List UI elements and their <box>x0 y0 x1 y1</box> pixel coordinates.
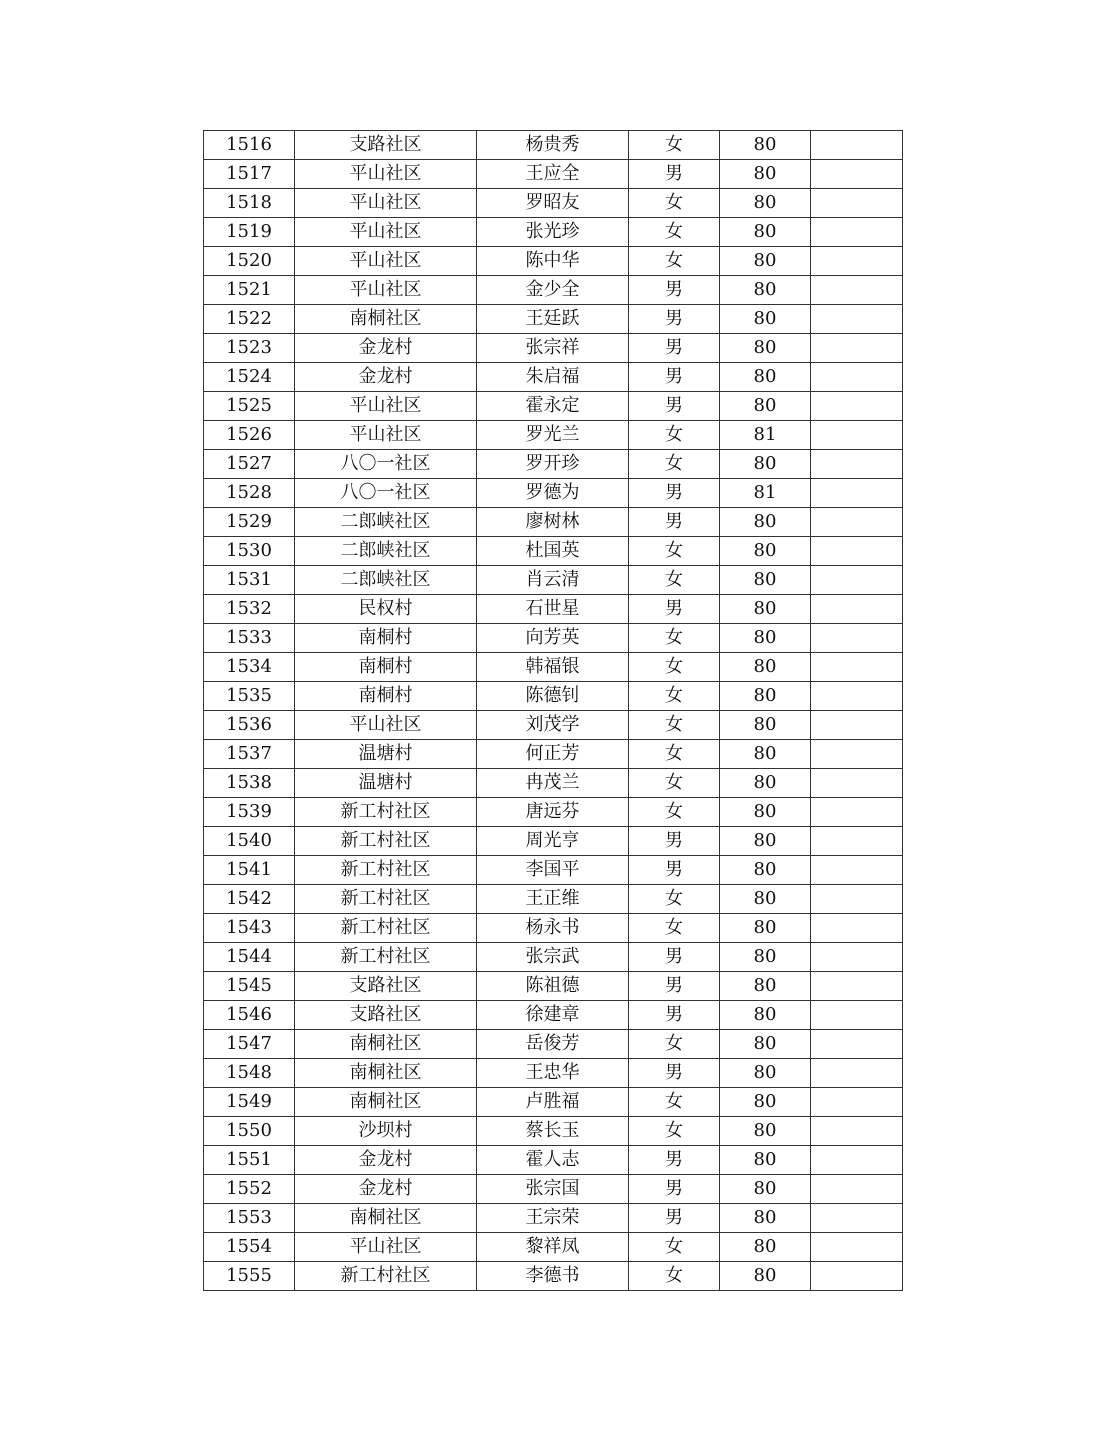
name-cell: 金少全 <box>477 276 629 305</box>
name-cell: 杨贵秀 <box>477 131 629 160</box>
community-cell: 平山社区 <box>295 1233 477 1262</box>
table-row <box>204 1204 903 1233</box>
table-row <box>204 1233 903 1262</box>
community-cell: 金龙村 <box>295 1146 477 1175</box>
table-row <box>204 682 903 711</box>
table-row <box>204 595 903 624</box>
table-row <box>204 1001 903 1030</box>
note-cell <box>811 537 903 566</box>
community-cell: 民权村 <box>295 595 477 624</box>
note-cell <box>811 653 903 682</box>
note-cell <box>811 1175 903 1204</box>
age-cell: 80 <box>720 1059 811 1088</box>
community-cell: 新工村社区 <box>295 943 477 972</box>
table-row <box>204 769 903 798</box>
table-row <box>204 566 903 595</box>
community-cell: 南桐村 <box>295 682 477 711</box>
gender-cell: 男 <box>629 1001 720 1030</box>
gender-cell: 女 <box>629 421 720 450</box>
gender-cell: 女 <box>629 740 720 769</box>
id-cell: 1533 <box>204 624 295 653</box>
id-cell: 1528 <box>204 479 295 508</box>
id-cell: 1540 <box>204 827 295 856</box>
community-cell: 八〇一社区 <box>295 450 477 479</box>
table-row <box>204 914 903 943</box>
note-cell <box>811 798 903 827</box>
name-cell: 陈德钊 <box>477 682 629 711</box>
table-row <box>204 1030 903 1059</box>
name-cell: 陈祖德 <box>477 972 629 1001</box>
community-cell: 南桐社区 <box>295 1059 477 1088</box>
table-row <box>204 1175 903 1204</box>
age-cell: 80 <box>720 624 811 653</box>
gender-cell: 男 <box>629 943 720 972</box>
note-cell <box>811 1030 903 1059</box>
name-cell: 黎祥凤 <box>477 1233 629 1262</box>
id-cell: 1531 <box>204 566 295 595</box>
age-cell: 80 <box>720 595 811 624</box>
age-cell: 80 <box>720 334 811 363</box>
name-cell: 唐远芬 <box>477 798 629 827</box>
records-table <box>203 130 903 1291</box>
table-row <box>204 1117 903 1146</box>
community-cell: 二郎峡社区 <box>295 508 477 537</box>
table-row <box>204 479 903 508</box>
table-row <box>204 1262 903 1291</box>
age-cell: 80 <box>720 1262 811 1291</box>
id-cell: 1543 <box>204 914 295 943</box>
age-cell: 80 <box>720 1088 811 1117</box>
table-row <box>204 537 903 566</box>
id-cell: 1549 <box>204 1088 295 1117</box>
name-cell: 岳俊芳 <box>477 1030 629 1059</box>
community-cell: 平山社区 <box>295 218 477 247</box>
gender-cell: 女 <box>629 537 720 566</box>
community-cell: 平山社区 <box>295 392 477 421</box>
name-cell: 石世星 <box>477 595 629 624</box>
community-cell: 平山社区 <box>295 247 477 276</box>
name-cell: 王应全 <box>477 160 629 189</box>
note-cell <box>811 769 903 798</box>
gender-cell: 男 <box>629 1059 720 1088</box>
note-cell <box>811 566 903 595</box>
community-cell: 沙坝村 <box>295 1117 477 1146</box>
note-cell <box>811 421 903 450</box>
table-row <box>204 972 903 1001</box>
table-row <box>204 508 903 537</box>
community-cell: 二郎峡社区 <box>295 537 477 566</box>
id-cell: 1546 <box>204 1001 295 1030</box>
table-body <box>204 131 903 1291</box>
age-cell: 80 <box>720 276 811 305</box>
age-cell: 80 <box>720 682 811 711</box>
id-cell: 1517 <box>204 160 295 189</box>
community-cell: 八〇一社区 <box>295 479 477 508</box>
note-cell <box>811 363 903 392</box>
note-cell <box>811 479 903 508</box>
age-cell: 80 <box>720 1030 811 1059</box>
age-cell: 80 <box>720 1001 811 1030</box>
age-cell: 80 <box>720 740 811 769</box>
name-cell: 张宗国 <box>477 1175 629 1204</box>
age-cell: 80 <box>720 1146 811 1175</box>
gender-cell: 女 <box>629 247 720 276</box>
name-cell: 冉茂兰 <box>477 769 629 798</box>
id-cell: 1522 <box>204 305 295 334</box>
name-cell: 韩福银 <box>477 653 629 682</box>
note-cell <box>811 160 903 189</box>
age-cell: 80 <box>720 363 811 392</box>
id-cell: 1545 <box>204 972 295 1001</box>
name-cell: 卢胜福 <box>477 1088 629 1117</box>
id-cell: 1519 <box>204 218 295 247</box>
note-cell <box>811 305 903 334</box>
age-cell: 80 <box>720 566 811 595</box>
age-cell: 80 <box>720 537 811 566</box>
table-row <box>204 711 903 740</box>
table-row <box>204 363 903 392</box>
age-cell: 80 <box>720 1233 811 1262</box>
age-cell: 80 <box>720 856 811 885</box>
gender-cell: 女 <box>629 653 720 682</box>
name-cell: 王忠华 <box>477 1059 629 1088</box>
name-cell: 罗开珍 <box>477 450 629 479</box>
id-cell: 1524 <box>204 363 295 392</box>
note-cell <box>811 595 903 624</box>
table-row <box>204 624 903 653</box>
note-cell <box>811 189 903 218</box>
community-cell: 新工村社区 <box>295 885 477 914</box>
community-cell: 新工村社区 <box>295 856 477 885</box>
gender-cell: 男 <box>629 1146 720 1175</box>
id-cell: 1518 <box>204 189 295 218</box>
note-cell <box>811 1088 903 1117</box>
community-cell: 平山社区 <box>295 160 477 189</box>
name-cell: 张光珍 <box>477 218 629 247</box>
id-cell: 1534 <box>204 653 295 682</box>
gender-cell: 男 <box>629 595 720 624</box>
table-row <box>204 1146 903 1175</box>
table-row <box>204 885 903 914</box>
table-row <box>204 189 903 218</box>
age-cell: 80 <box>720 798 811 827</box>
note-cell <box>811 1059 903 1088</box>
gender-cell: 女 <box>629 914 720 943</box>
table-row <box>204 160 903 189</box>
gender-cell: 男 <box>629 479 720 508</box>
gender-cell: 男 <box>629 276 720 305</box>
table-row <box>204 218 903 247</box>
age-cell: 80 <box>720 218 811 247</box>
age-cell: 80 <box>720 653 811 682</box>
id-cell: 1535 <box>204 682 295 711</box>
gender-cell: 男 <box>629 856 720 885</box>
gender-cell: 女 <box>629 566 720 595</box>
note-cell <box>811 1001 903 1030</box>
id-cell: 1547 <box>204 1030 295 1059</box>
name-cell: 王廷跃 <box>477 305 629 334</box>
id-cell: 1529 <box>204 508 295 537</box>
id-cell: 1551 <box>204 1146 295 1175</box>
id-cell: 1527 <box>204 450 295 479</box>
id-cell: 1541 <box>204 856 295 885</box>
table-row <box>204 1088 903 1117</box>
id-cell: 1532 <box>204 595 295 624</box>
gender-cell: 女 <box>629 885 720 914</box>
community-cell: 平山社区 <box>295 276 477 305</box>
community-cell: 平山社区 <box>295 189 477 218</box>
name-cell: 张宗祥 <box>477 334 629 363</box>
community-cell: 平山社区 <box>295 711 477 740</box>
note-cell <box>811 1117 903 1146</box>
name-cell: 肖云清 <box>477 566 629 595</box>
gender-cell: 男 <box>629 392 720 421</box>
name-cell: 徐建章 <box>477 1001 629 1030</box>
id-cell: 1548 <box>204 1059 295 1088</box>
id-cell: 1550 <box>204 1117 295 1146</box>
name-cell: 张宗武 <box>477 943 629 972</box>
note-cell <box>811 1233 903 1262</box>
name-cell: 罗光兰 <box>477 421 629 450</box>
age-cell: 80 <box>720 189 811 218</box>
gender-cell: 女 <box>629 131 720 160</box>
note-cell <box>811 856 903 885</box>
gender-cell: 女 <box>629 1117 720 1146</box>
gender-cell: 男 <box>629 972 720 1001</box>
name-cell: 王正维 <box>477 885 629 914</box>
gender-cell: 男 <box>629 160 720 189</box>
name-cell: 廖树林 <box>477 508 629 537</box>
id-cell: 1555 <box>204 1262 295 1291</box>
table-row <box>204 1059 903 1088</box>
gender-cell: 女 <box>629 1233 720 1262</box>
id-cell: 1526 <box>204 421 295 450</box>
table-row <box>204 305 903 334</box>
community-cell: 新工村社区 <box>295 914 477 943</box>
id-cell: 1525 <box>204 392 295 421</box>
id-cell: 1520 <box>204 247 295 276</box>
gender-cell: 女 <box>629 798 720 827</box>
age-cell: 80 <box>720 508 811 537</box>
age-cell: 80 <box>720 1204 811 1233</box>
age-cell: 81 <box>720 421 811 450</box>
gender-cell: 女 <box>629 682 720 711</box>
gender-cell: 女 <box>629 450 720 479</box>
note-cell <box>811 943 903 972</box>
gender-cell: 男 <box>629 827 720 856</box>
note-cell <box>811 972 903 1001</box>
community-cell: 金龙村 <box>295 1175 477 1204</box>
name-cell: 王宗荣 <box>477 1204 629 1233</box>
note-cell <box>811 711 903 740</box>
id-cell: 1521 <box>204 276 295 305</box>
table-row <box>204 653 903 682</box>
note-cell <box>811 1262 903 1291</box>
note-cell <box>811 276 903 305</box>
gender-cell: 女 <box>629 711 720 740</box>
age-cell: 80 <box>720 943 811 972</box>
table-row <box>204 421 903 450</box>
age-cell: 80 <box>720 769 811 798</box>
name-cell: 朱启福 <box>477 363 629 392</box>
note-cell <box>811 914 903 943</box>
community-cell: 南桐社区 <box>295 305 477 334</box>
name-cell: 周光亨 <box>477 827 629 856</box>
age-cell: 80 <box>720 392 811 421</box>
id-cell: 1539 <box>204 798 295 827</box>
table-row <box>204 450 903 479</box>
age-cell: 80 <box>720 450 811 479</box>
community-cell: 新工村社区 <box>295 827 477 856</box>
note-cell <box>811 218 903 247</box>
gender-cell: 男 <box>629 334 720 363</box>
community-cell: 南桐社区 <box>295 1204 477 1233</box>
note-cell <box>811 247 903 276</box>
gender-cell: 女 <box>629 1088 720 1117</box>
note-cell <box>811 827 903 856</box>
community-cell: 新工村社区 <box>295 1262 477 1291</box>
note-cell <box>811 1146 903 1175</box>
name-cell: 杜国英 <box>477 537 629 566</box>
note-cell <box>811 131 903 160</box>
id-cell: 1516 <box>204 131 295 160</box>
age-cell: 80 <box>720 160 811 189</box>
note-cell <box>811 885 903 914</box>
id-cell: 1554 <box>204 1233 295 1262</box>
age-cell: 80 <box>720 305 811 334</box>
age-cell: 80 <box>720 711 811 740</box>
note-cell <box>811 624 903 653</box>
community-cell: 平山社区 <box>295 421 477 450</box>
community-cell: 南桐社区 <box>295 1088 477 1117</box>
age-cell: 80 <box>720 1117 811 1146</box>
note-cell <box>811 334 903 363</box>
community-cell: 二郎峡社区 <box>295 566 477 595</box>
gender-cell: 女 <box>629 189 720 218</box>
age-cell: 80 <box>720 885 811 914</box>
community-cell: 支路社区 <box>295 972 477 1001</box>
age-cell: 80 <box>720 827 811 856</box>
gender-cell: 女 <box>629 769 720 798</box>
table-row <box>204 943 903 972</box>
gender-cell: 男 <box>629 363 720 392</box>
id-cell: 1544 <box>204 943 295 972</box>
gender-cell: 女 <box>629 1030 720 1059</box>
age-cell: 80 <box>720 247 811 276</box>
name-cell: 霍永定 <box>477 392 629 421</box>
name-cell: 杨永书 <box>477 914 629 943</box>
id-cell: 1538 <box>204 769 295 798</box>
table-row <box>204 334 903 363</box>
note-cell <box>811 392 903 421</box>
community-cell: 南桐社区 <box>295 1030 477 1059</box>
id-cell: 1552 <box>204 1175 295 1204</box>
table-row <box>204 131 903 160</box>
note-cell <box>811 1204 903 1233</box>
name-cell: 刘茂学 <box>477 711 629 740</box>
community-cell: 南桐村 <box>295 624 477 653</box>
id-cell: 1537 <box>204 740 295 769</box>
table-row <box>204 247 903 276</box>
gender-cell: 男 <box>629 1175 720 1204</box>
age-cell: 80 <box>720 131 811 160</box>
table-row <box>204 856 903 885</box>
age-cell: 81 <box>720 479 811 508</box>
name-cell: 罗德为 <box>477 479 629 508</box>
note-cell <box>811 450 903 479</box>
age-cell: 80 <box>720 972 811 1001</box>
gender-cell: 女 <box>629 1262 720 1291</box>
name-cell: 霍人志 <box>477 1146 629 1175</box>
name-cell: 罗昭友 <box>477 189 629 218</box>
gender-cell: 女 <box>629 624 720 653</box>
id-cell: 1553 <box>204 1204 295 1233</box>
gender-cell: 男 <box>629 305 720 334</box>
name-cell: 李德书 <box>477 1262 629 1291</box>
gender-cell: 女 <box>629 218 720 247</box>
id-cell: 1530 <box>204 537 295 566</box>
community-cell: 支路社区 <box>295 1001 477 1030</box>
age-cell: 80 <box>720 914 811 943</box>
community-cell: 新工村社区 <box>295 798 477 827</box>
community-cell: 支路社区 <box>295 131 477 160</box>
table-row <box>204 798 903 827</box>
table-row <box>204 740 903 769</box>
gender-cell: 男 <box>629 1204 720 1233</box>
id-cell: 1523 <box>204 334 295 363</box>
table-row <box>204 827 903 856</box>
note-cell <box>811 682 903 711</box>
community-cell: 金龙村 <box>295 334 477 363</box>
name-cell: 何正芳 <box>477 740 629 769</box>
name-cell: 李国平 <box>477 856 629 885</box>
name-cell: 蔡长玉 <box>477 1117 629 1146</box>
table-row <box>204 276 903 305</box>
note-cell <box>811 740 903 769</box>
note-cell <box>811 508 903 537</box>
table-row <box>204 392 903 421</box>
id-cell: 1542 <box>204 885 295 914</box>
gender-cell: 男 <box>629 508 720 537</box>
name-cell: 陈中华 <box>477 247 629 276</box>
age-cell: 80 <box>720 1175 811 1204</box>
community-cell: 温塘村 <box>295 769 477 798</box>
community-cell: 金龙村 <box>295 363 477 392</box>
id-cell: 1536 <box>204 711 295 740</box>
name-cell: 向芳英 <box>477 624 629 653</box>
community-cell: 温塘村 <box>295 740 477 769</box>
community-cell: 南桐村 <box>295 653 477 682</box>
